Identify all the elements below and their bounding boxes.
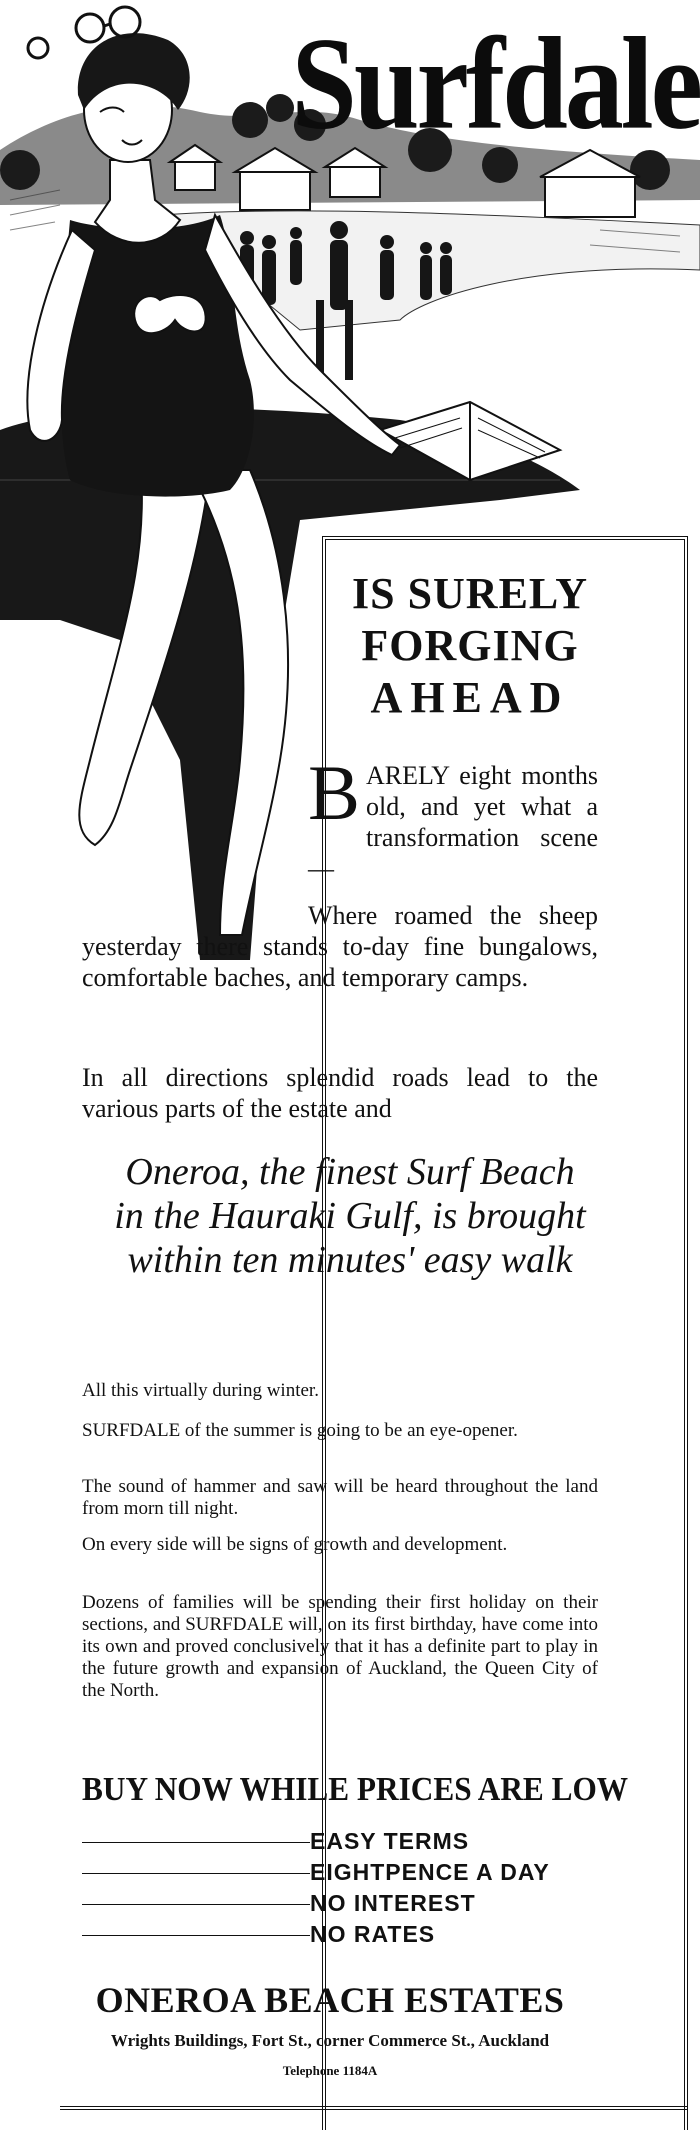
call-to-action: BUY NOW WHILE PRICES ARE LOW (82, 1771, 629, 1808)
paragraph-sheep-text: Where roamed the sheep yesterday there stands to-day fine bungalows, comfortable baches, and temporary camps. (82, 901, 598, 992)
term-leader-line (82, 1935, 310, 1936)
small-paragraph-4: On every side will be signs of growth and development. (82, 1534, 508, 1555)
term-leader-line (82, 1842, 310, 1843)
term-label: NO RATES (310, 1921, 436, 1947)
advert-title: Surfdale (291, 10, 700, 157)
term-label: NO INTEREST (310, 1890, 476, 1916)
paragraph-sheep (82, 900, 598, 993)
headline (340, 568, 600, 724)
terms-list (82, 1826, 602, 1950)
bottom-border (60, 2106, 688, 2110)
paragraph-roads: In all directions splendid roads lead to the various parts of the estate and (82, 1063, 598, 1123)
intro-text: ARELY eight months old, and yet what a transformation scene— (308, 761, 598, 883)
intro-paragraph (308, 749, 598, 884)
term-label: EASY TERMS (310, 1828, 470, 1854)
telephone: Telephone 1184A (282, 2063, 378, 2078)
headline-line-2: FORGING (361, 621, 579, 670)
term-item (82, 1857, 602, 1888)
term-item (82, 1888, 602, 1919)
small-paragraph-2: SURFDALE of the summer is going to be an eye-opener. (82, 1420, 518, 1441)
company-address: Wrights Buildings, Fort St., corner Commerce St., Auckland (110, 2031, 550, 2050)
small-paragraph-3: The sound of hammer and saw will be heard throughout the land from morn till night. (82, 1476, 598, 1519)
small-paragraph-1: All this virtually during winter. (82, 1380, 319, 1401)
term-leader-line (82, 1873, 310, 1874)
term-label: EIGHTPENCE A DAY (310, 1859, 550, 1885)
term-item (82, 1826, 602, 1857)
headline-line-3: AHEAD (370, 673, 570, 722)
company-name: ONEROA BEACH ESTATES (95, 1980, 565, 2020)
feature-statement: Oneroa, the finest Surf Beach in the Hauraki Gulf, is brought within ten minutes' easy walk (114, 1151, 586, 1281)
headline-line-1: IS SURELY (351, 569, 589, 618)
term-item (82, 1919, 602, 1950)
small-paragraph-5: Dozens of families will be spending their first holiday on their sections, and SURFDALE will, on its first birthday, have come into its own and proved conclusively that it has a definite part to play in the future growth and expansion of Auckland, the Queen City of the North. (82, 1592, 598, 1701)
drop-cap: B (308, 749, 361, 836)
term-leader-line (82, 1904, 310, 1905)
